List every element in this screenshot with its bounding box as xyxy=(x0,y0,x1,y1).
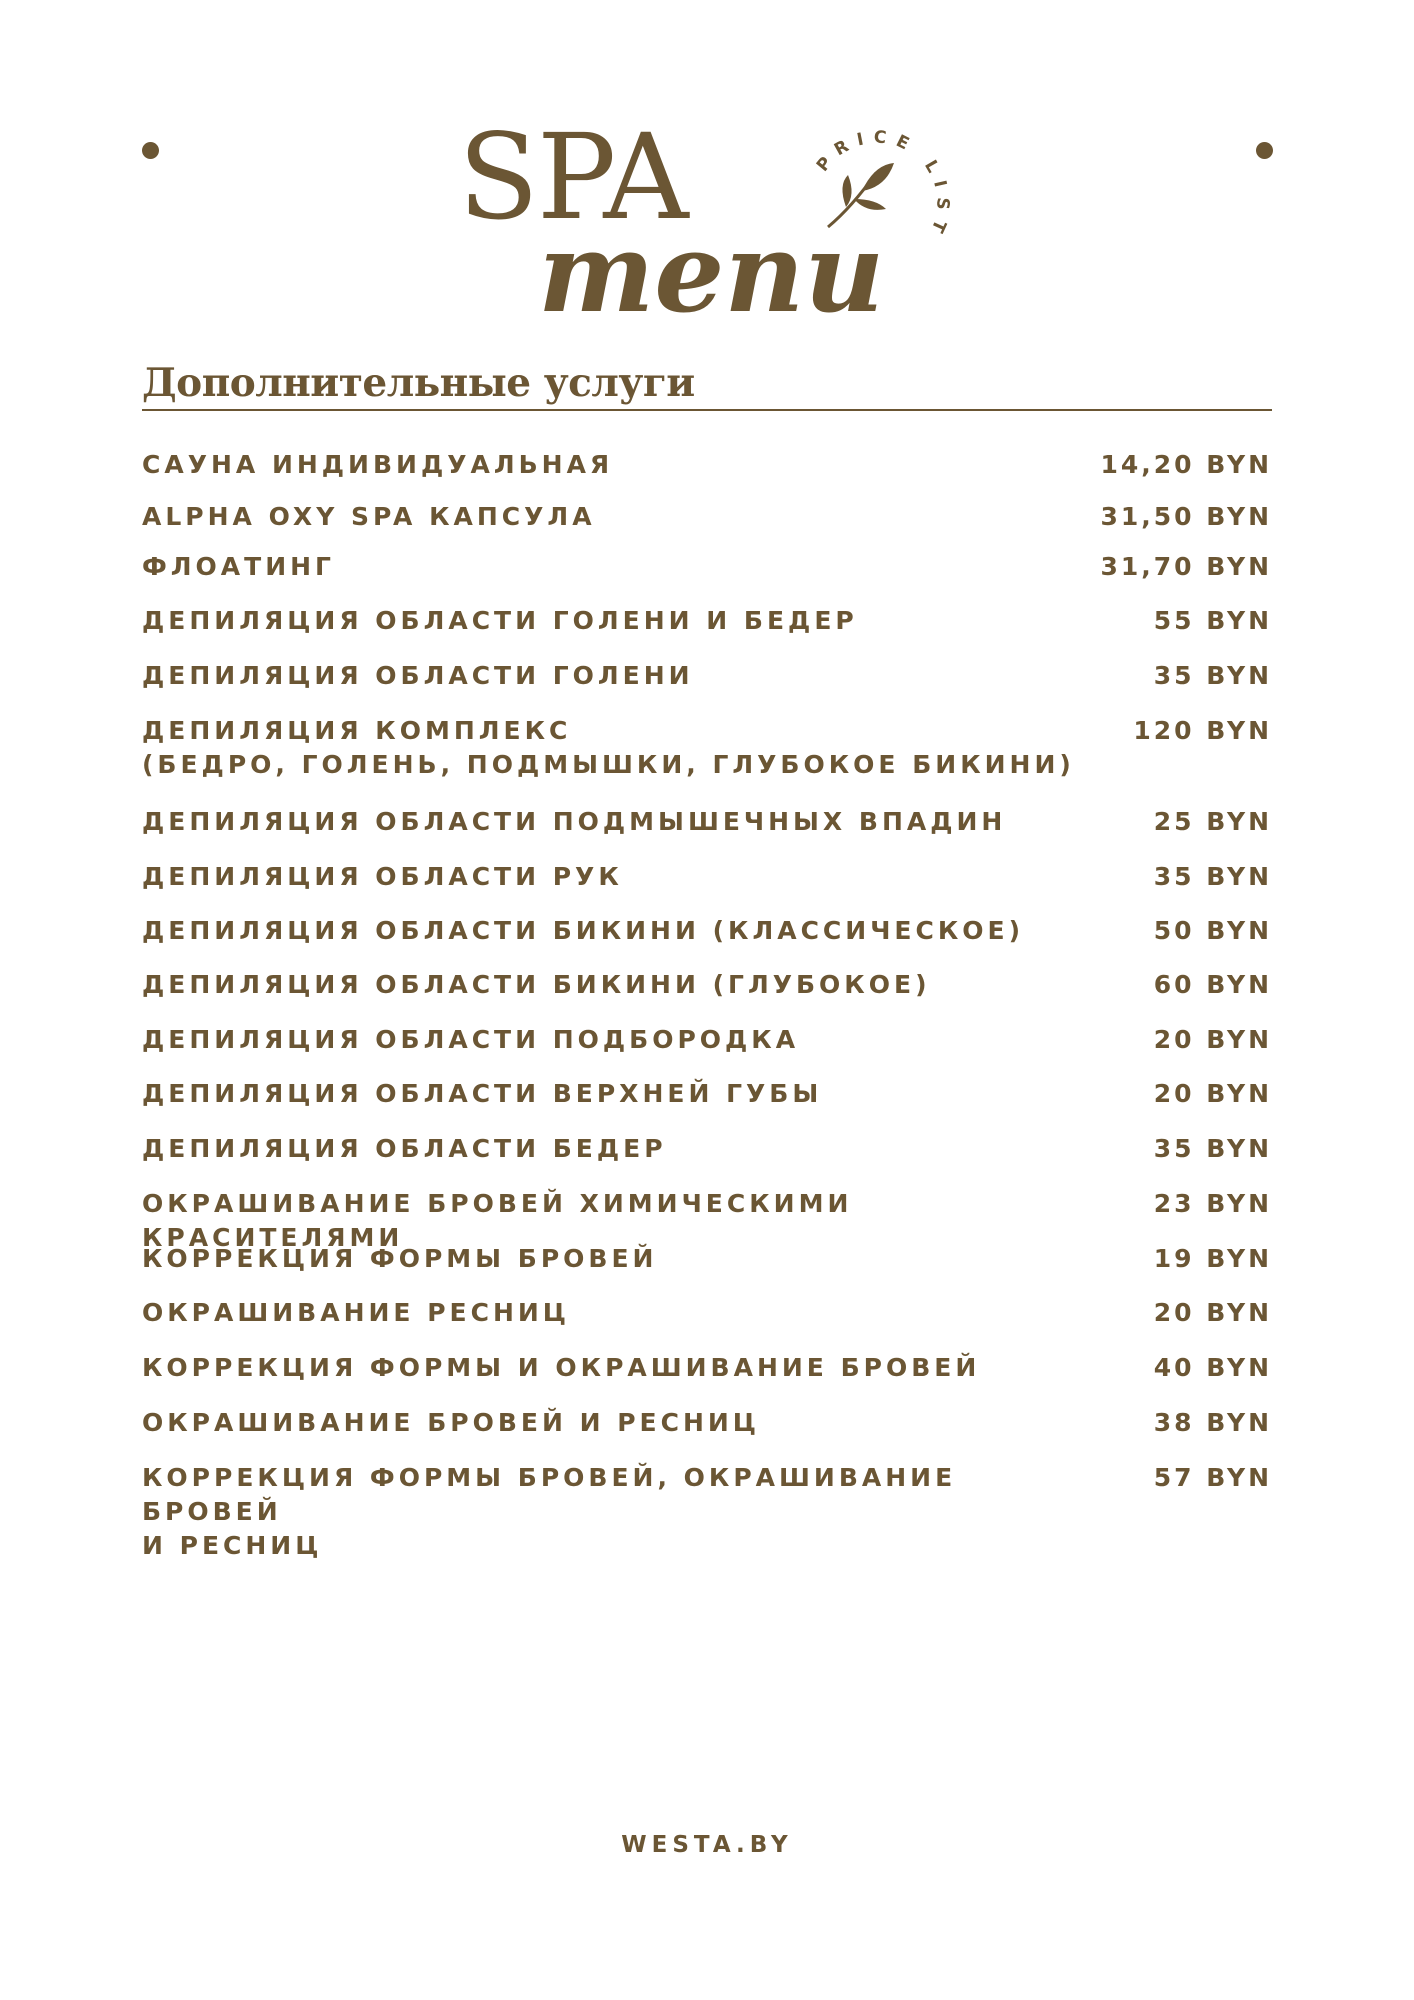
price-row xyxy=(142,448,1272,482)
service-price: 31,70 BYN xyxy=(1100,552,1272,581)
service-price: 60 BYN xyxy=(1153,970,1272,999)
service-price: 50 BYN xyxy=(1153,916,1272,945)
service-name: КОРРЕКЦИЯ ФОРМЫ БРОВЕЙ, ОКРАШИВАНИЕ БРОВЕЙ И РЕСНИЦ xyxy=(142,1463,957,1560)
service-name: ДЕПИЛЯЦИЯ ОБЛАСТИ ВЕРХНЕЙ ГУБЫ xyxy=(142,1079,823,1108)
badge-text: PRICE LIST xyxy=(812,127,953,244)
footer-website: WESTA.BY xyxy=(621,1832,793,1858)
price-row xyxy=(142,714,1272,782)
service-price: 120 BYN xyxy=(1133,716,1272,745)
service-name: ДЕПИЛЯЦИЯ ОБЛАСТИ ПОДМЫШЕЧНЫХ ВПАДИН xyxy=(142,807,1007,836)
service-name: САУНА ИНДИВИДУАЛЬНАЯ xyxy=(142,450,614,479)
leaf-icon xyxy=(828,163,894,227)
decorative-dot-left xyxy=(142,142,159,159)
service-price: 20 BYN xyxy=(1153,1079,1272,1108)
section-title: Дополнительные услуги xyxy=(142,360,695,406)
price-row xyxy=(142,604,1272,638)
price-row xyxy=(142,1351,1272,1385)
price-row xyxy=(142,1023,1272,1057)
logo-title-menu: menu xyxy=(538,208,885,337)
service-price: 20 BYN xyxy=(1153,1025,1272,1054)
service-price: 23 BYN xyxy=(1153,1189,1272,1218)
service-price: 57 BYN xyxy=(1153,1463,1272,1492)
price-row xyxy=(142,860,1272,894)
service-price: 35 BYN xyxy=(1153,1134,1272,1163)
service-name: ДЕПИЛЯЦИЯ ОБЛАСТИ ПОДБОРОДКА xyxy=(142,1025,800,1054)
price-row xyxy=(142,550,1272,584)
price-row xyxy=(142,1461,1272,1563)
section-divider xyxy=(142,409,1272,411)
price-row xyxy=(142,968,1272,1002)
service-price: 31,50 BYN xyxy=(1100,502,1272,531)
service-price: 20 BYN xyxy=(1153,1298,1272,1327)
service-price: 38 BYN xyxy=(1153,1408,1272,1437)
price-row xyxy=(142,659,1272,693)
service-name: ОКРАШИВАНИЕ БРОВЕЙ И РЕСНИЦ xyxy=(142,1408,760,1437)
logo-title-spa: SPA xyxy=(458,108,687,246)
price-list-badge xyxy=(790,95,970,275)
service-price: 35 BYN xyxy=(1153,661,1272,690)
decorative-dot-right xyxy=(1256,142,1273,159)
service-name: ОКРАШИВАНИЕ БРОВЕЙ ХИМИЧЕСКИМИ КРАСИТЕЛЯМИ xyxy=(142,1189,853,1252)
service-name: КОРРЕКЦИЯ ФОРМЫ И ОКРАШИВАНИЕ БРОВЕЙ xyxy=(142,1353,981,1382)
service-name: ДЕПИЛЯЦИЯ ОБЛАСТИ БЕДЕР xyxy=(142,1134,667,1163)
service-name: ДЕПИЛЯЦИЯ ОБЛАСТИ ГОЛЕНИ И БЕДЕР xyxy=(142,606,858,635)
service-name: ОКРАШИВАНИЕ РЕСНИЦ xyxy=(142,1298,570,1327)
service-price: 19 BYN xyxy=(1153,1244,1272,1273)
price-row xyxy=(142,914,1272,948)
price-row xyxy=(142,500,1272,534)
service-price: 25 BYN xyxy=(1153,807,1272,836)
service-price: 55 BYN xyxy=(1153,606,1272,635)
service-name: ДЕПИЛЯЦИЯ ОБЛАСТИ БИКИНИ (ГЛУБОКОЕ) xyxy=(142,970,931,999)
service-price: 35 BYN xyxy=(1153,862,1272,891)
service-price: 14,20 BYN xyxy=(1100,450,1272,479)
service-price: 40 BYN xyxy=(1153,1353,1272,1382)
price-row xyxy=(142,1242,1272,1276)
price-row xyxy=(142,1406,1272,1440)
svg-text:PRICE LIST xyxy=(813,127,953,243)
price-row xyxy=(142,1077,1272,1111)
service-name: ФЛОАТИНГ xyxy=(142,552,335,581)
service-name: ДЕПИЛЯЦИЯ ОБЛАСТИ РУК xyxy=(142,862,623,891)
service-name: ALPHA OXY SPA КАПСУЛА xyxy=(142,502,596,531)
price-row xyxy=(142,1132,1272,1166)
service-name: ДЕПИЛЯЦИЯ ОБЛАСТИ БИКИНИ (КЛАССИЧЕСКОЕ) xyxy=(142,916,1025,945)
service-name: ДЕПИЛЯЦИЯ ОБЛАСТИ ГОЛЕНИ xyxy=(142,661,694,690)
price-row xyxy=(142,805,1272,839)
service-name: ДЕПИЛЯЦИЯ КОМПЛЕКС (БЕДРО, ГОЛЕНЬ, ПОДМЫШКИ, ГЛУБОКОЕ БИКИНИ) xyxy=(142,716,1075,779)
price-row xyxy=(142,1296,1272,1330)
service-name: КОРРЕКЦИЯ ФОРМЫ БРОВЕЙ xyxy=(142,1244,658,1273)
